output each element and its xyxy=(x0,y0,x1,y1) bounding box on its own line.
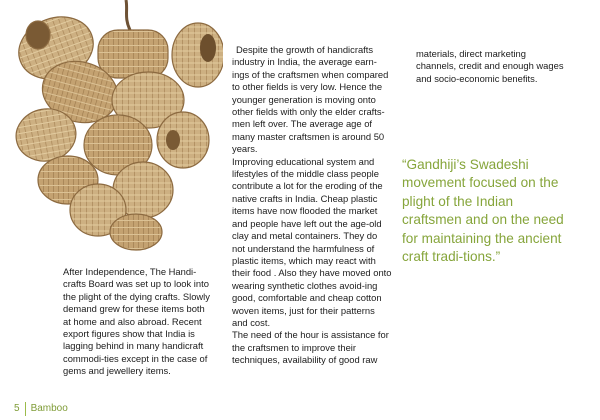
middle-paragraph-1: Despite the growth of handicrafts industry in India, the average earn-ings of the craftsmen when compared to other fields is very low. Hence the younger generation is moving onto other fields with only the elder crafts-men left over. The average age of many master craftsmen is around 50 years. xyxy=(232,44,389,155)
pull-quote: “Gandhiji’s Swadeshi movement focused on the plight of the Indian craftsmen and on the need for maintaining the ancient craft tradi-tions.” xyxy=(402,157,564,265)
middle-paragraph-2: Improving educational system and lifestyles of the middle class people contribute a lot for the eroding of the native crafts in India. Cheap plastic items have now flooded the market and people have left out the age-old clay and metal containers. They do not understand the harmfulness of plastic items, which may react with their food . Also they have moved onto wearing synthetic clothes avoid-ing good, comfortable and cheap cotton woven items, just for their patterns and cost. xyxy=(232,155,392,328)
right-column-text xyxy=(416,48,566,85)
middle-paragraph-3: The need of the hour is assistance for the craftsmen to improve their techniques, availability of good raw xyxy=(232,329,389,366)
right-column-paragraph: materials, direct marketing channels, credit and enough wages and socio-economic benefits. xyxy=(416,48,564,84)
middle-column-text xyxy=(232,44,392,367)
page-number: 5 xyxy=(14,403,20,414)
left-column-text xyxy=(63,266,213,378)
bamboo-baskets-photo xyxy=(8,0,223,255)
section-name: Bamboo xyxy=(30,403,68,414)
left-column-paragraph: After Independence, The Handi-crafts Board was set up to look into the plight of the dying crafts. Slowly demand grew for these items both at home and also abroad. Recent export figures show that India is lagging behind in many handicraft commodi-ties except in the case of gems and jewellery items. xyxy=(63,266,210,377)
footer-divider xyxy=(25,402,26,416)
page-footer xyxy=(14,401,68,417)
